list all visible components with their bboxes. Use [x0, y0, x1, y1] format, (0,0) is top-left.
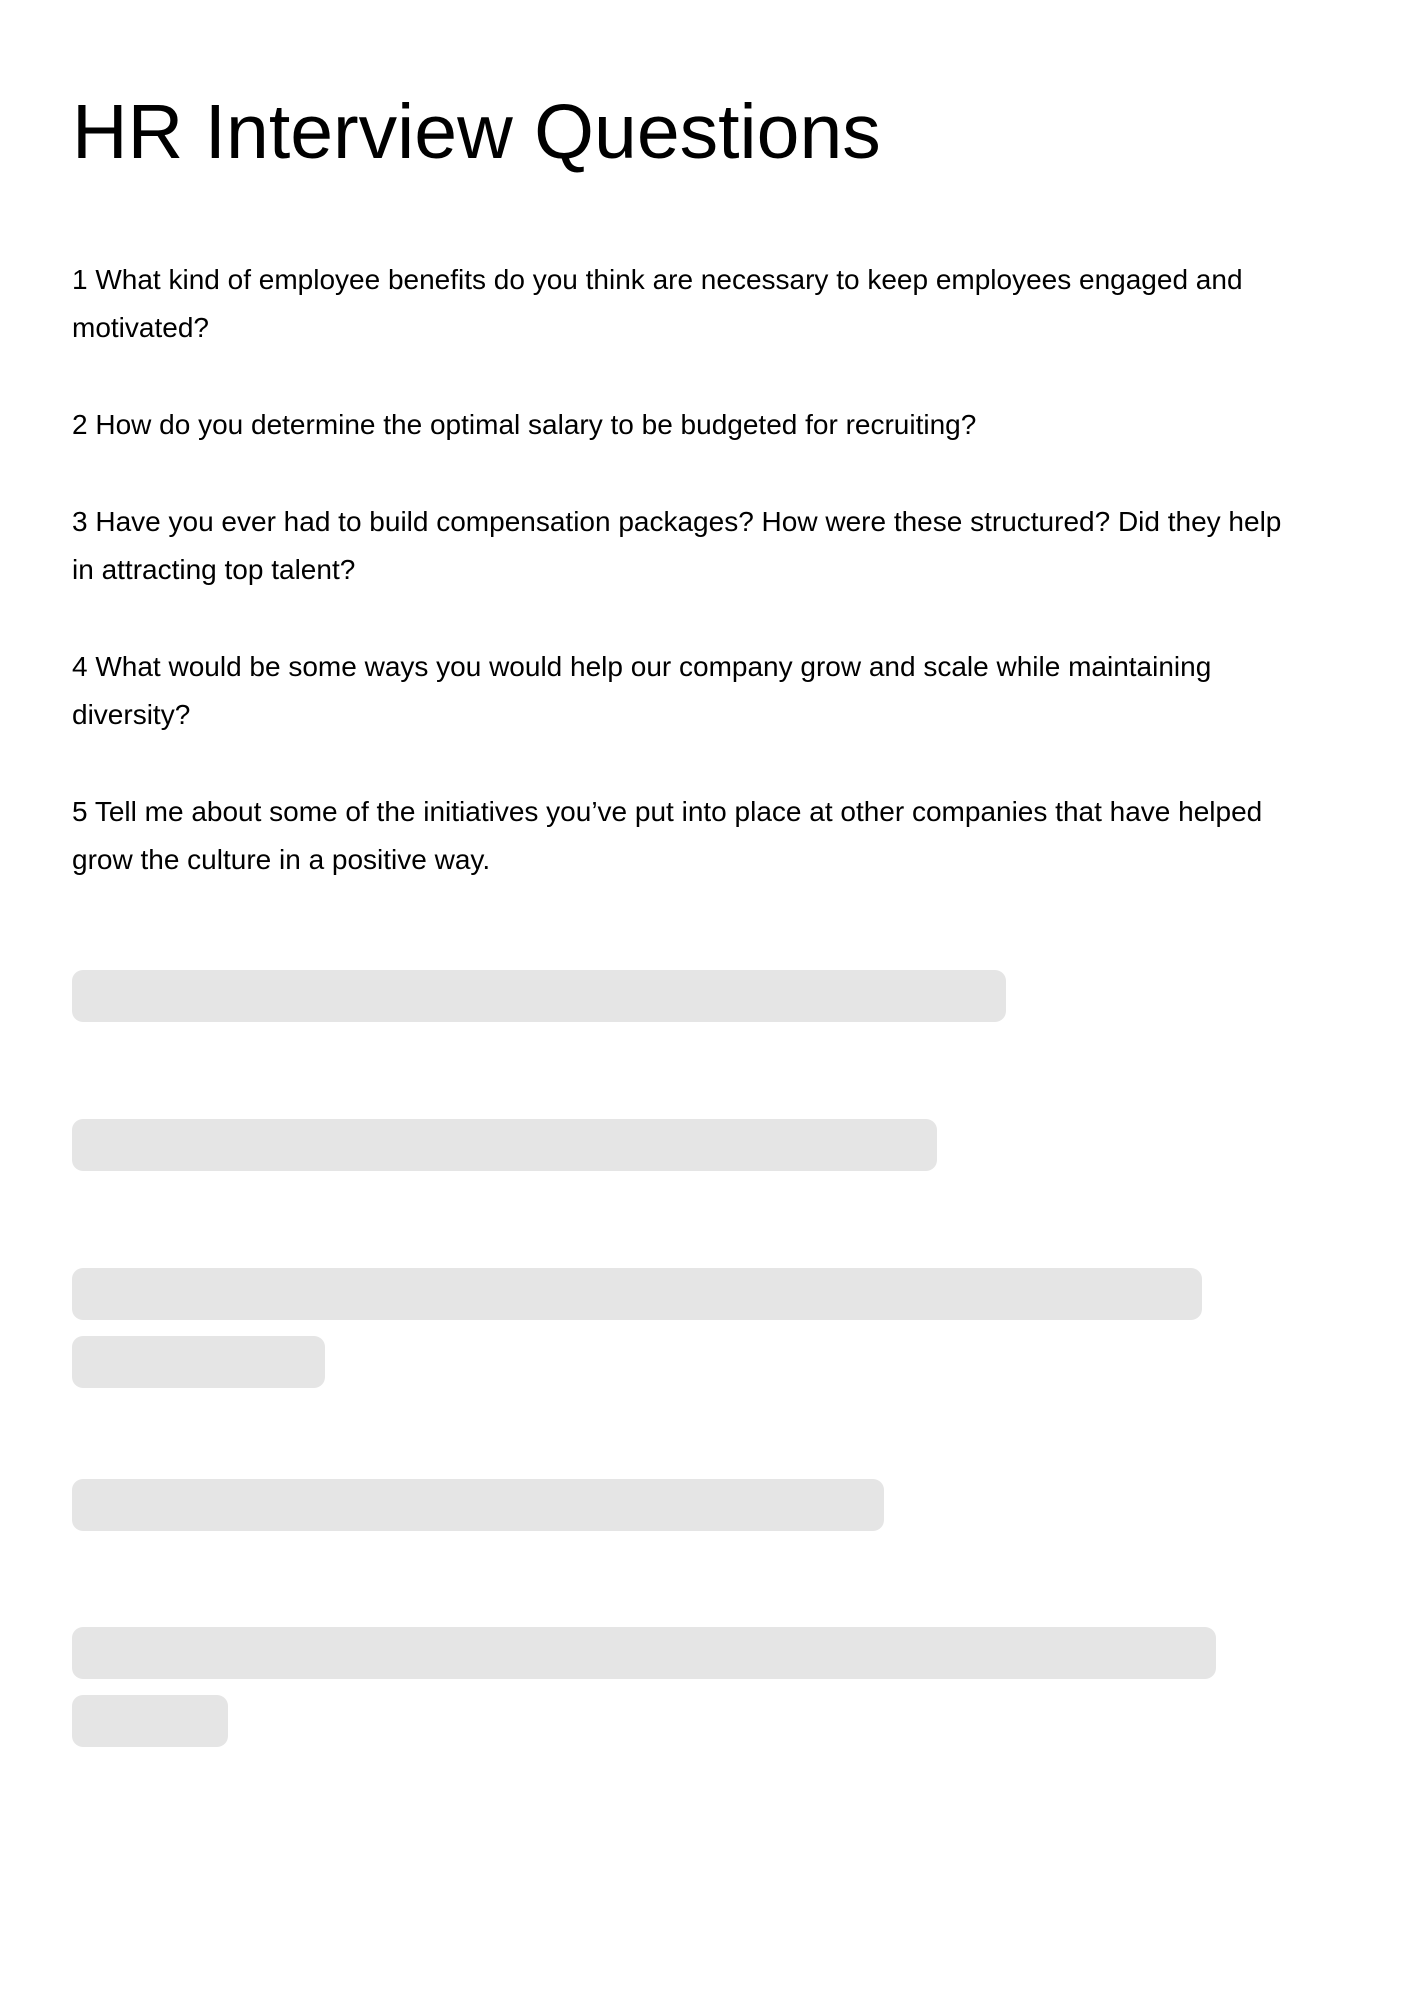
question-item-5: 5 Tell me about some of the initiatives you’ve put into place at other companies that have helped grow the culture in a positive way. — [72, 796, 1263, 875]
redacted-answer-3 — [72, 1268, 1202, 1404]
redacted-answer-2 — [72, 1119, 937, 1187]
redacted-answer-5 — [72, 1627, 1216, 1763]
question-item-4: 4 What would be some ways you would help our company grow and scale while maintaining diversity? — [72, 651, 1212, 730]
redacted-text-bar — [72, 1119, 937, 1171]
redacted-text-bar — [72, 1695, 228, 1747]
question-list — [72, 256, 1292, 933]
redacted-text-bar — [72, 1479, 884, 1531]
redacted-text-bar — [72, 1336, 325, 1388]
question-item-2: 2 How do you determine the optimal salary to be budgeted for recruiting? — [72, 409, 977, 440]
question-item-3: 3 Have you ever had to build compensation packages? How were these structured? Did they help in attracting top talent? — [72, 506, 1282, 585]
question-item-1: 1 What kind of employee benefits do you think are necessary to keep employees engaged and motivated? — [72, 264, 1243, 343]
page-title: HR Interview Questions — [72, 89, 881, 175]
redacted-answer-1 — [72, 970, 1006, 1038]
redacted-text-bar — [72, 1627, 1216, 1679]
redacted-text-bar — [72, 970, 1006, 1022]
redacted-answer-4 — [72, 1479, 884, 1547]
redacted-text-bar — [72, 1268, 1202, 1320]
